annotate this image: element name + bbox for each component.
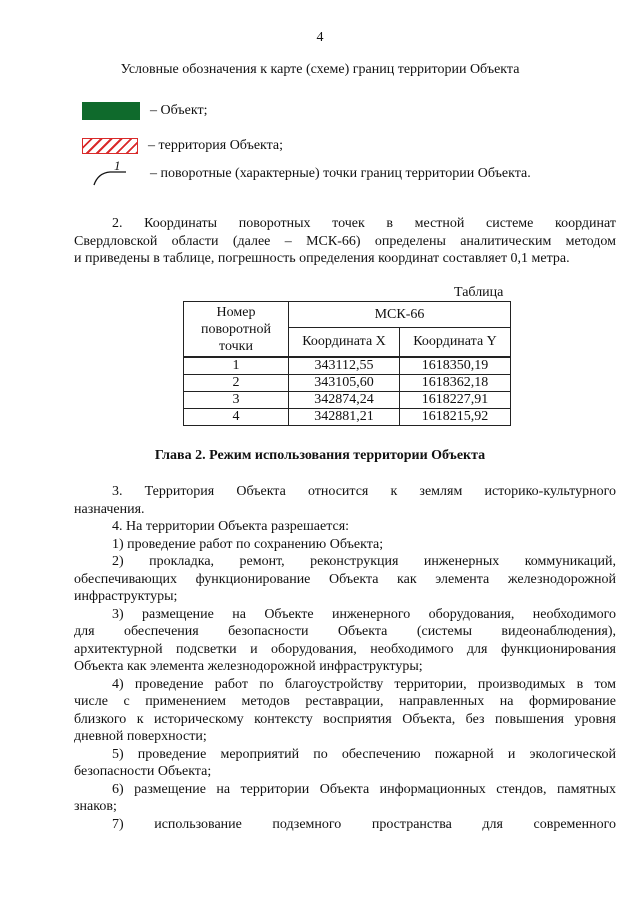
cell-y: 1618227,91 [400,392,511,409]
text-line: безопасности Объекта; [74,764,212,779]
table-row [184,392,511,409]
turning-point-symbol [82,161,140,187]
text-line: 3) размещение на Объекте инженерного оборудования, необходимого [112,606,616,622]
text-line: архитектурной подсветки и оборудования, необходимого для функционирования [74,641,616,657]
cell-x: 343105,60 [289,375,400,392]
legend-label: – поворотные (характерные) точки границ территории Объекта. [150,166,531,181]
text-line: 2. Координаты поворотных точек в местной системе координат [112,216,616,231]
coordinates-table [183,301,511,426]
cell-number: 2 [184,375,289,392]
text-line: Объекта как элемента железнодорожной инфраструктуры; [74,659,423,674]
page-number: 4 [316,30,324,45]
text-line: 2) прокладка, ремонт, реконструкция инженерных коммуникаций, [112,554,616,569]
text-line: для обеспечения безопасности Объекта (системы видеонаблюдения), [74,624,616,639]
table-row [184,409,511,426]
text-line: 4) проведение работ по благоустройству территории, производимых в том [112,676,616,692]
text-line: назначения. [74,501,145,517]
legend-item-object [82,100,207,122]
header-x: Координата X [289,328,400,358]
text-line: Свердловской области (далее – МСК-66) определены аналитическим методом [74,233,616,249]
text-line: 1) проведение работ по сохранению Объекта; [112,536,384,552]
text-line: инфраструктуры; [74,589,178,604]
legend-label: – территория Объекта; [148,138,284,153]
cell-y: 1618350,19 [400,357,511,375]
object-fill-symbol [82,102,140,120]
legend-title: Условные обозначения к карте (схеме) границ территории Объекта [120,62,520,77]
cell-x: 342874,24 [289,392,400,409]
cell-number: 4 [184,409,289,426]
text-line: 7) использование подземного пространства для современного [112,816,616,832]
hatched-territory-symbol [82,138,138,154]
text-line: 5) проведение мероприятий по обеспечению пожарной и экологической [112,746,616,762]
cell-number: 1 [184,357,289,375]
text-line: обеспечивающих функционирование Объекта как элемента железнодорожной [74,571,616,587]
legend-item-points [82,163,531,185]
chapter-2-body [74,483,616,833]
table-row [184,375,511,392]
legend-item-territory [82,135,283,157]
text-line: дневной поверхности; [74,729,207,744]
cell-x: 342881,21 [289,409,400,426]
header-y: Координата Y [400,328,511,358]
turning-point-icon [82,161,140,187]
chapter-title: Глава 2. Режим использования территории Объекта [154,448,486,463]
cell-x: 343112,55 [289,357,400,375]
table-row [184,357,511,375]
section-2-paragraph [74,215,616,268]
text-line: числе с применением методов реставрации, направленных на формирование [74,694,616,709]
text-line: 4. На территории Объекта разрешается: [112,519,350,534]
cell-y: 1618215,92 [400,409,511,426]
cell-number: 3 [184,392,289,409]
table-caption: Таблица [454,285,504,300]
text-line: близкого к историческому контексту восприятия Объекта, без повышения уровня [74,711,616,727]
text-line: 3. Территория Объекта относится к землям историко-культурного [112,484,616,499]
text-line: и приведены в таблице, погрешность определения координат составляет 0,1 метра. [74,251,570,266]
header-point-number: Номер поворотной точки [184,302,289,358]
turning-point-number: 1 [114,161,121,173]
text-line: 6) размещение на территории Объекта информационных стендов, памятных [112,781,616,797]
cell-y: 1618362,18 [400,375,511,392]
header-coordinate-system: МСК-66 [289,302,511,328]
legend-label: – Объект; [150,103,208,118]
text-line: знаков; [74,799,117,814]
